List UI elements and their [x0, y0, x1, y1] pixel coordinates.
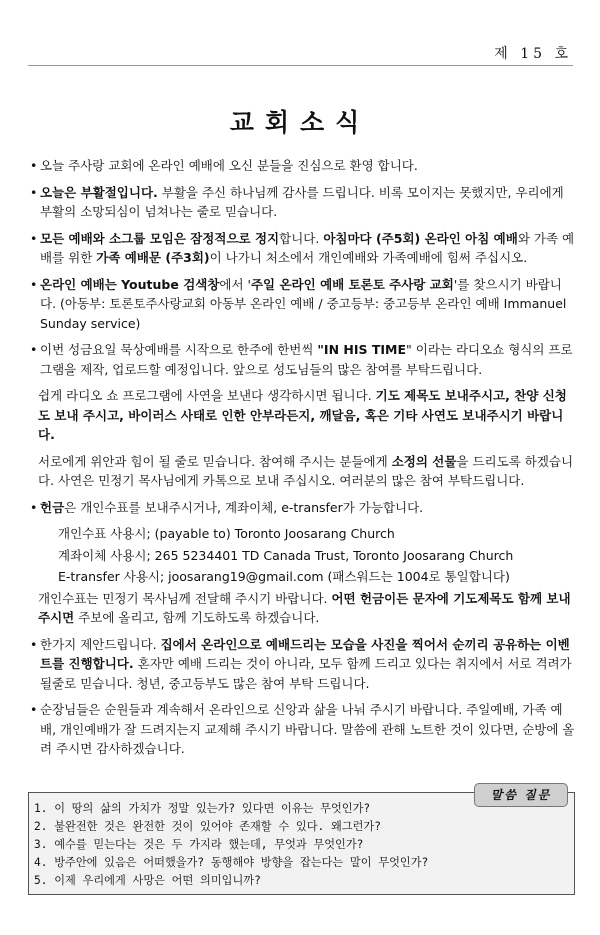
bullet-marker: •	[30, 342, 38, 357]
body-text: " 이라는 라디오쇼 형식의 프로그램을 제작, 업로드할 예정입니다. 앞으로 성도님들의 많은 참여를 부탁드립니다.	[40, 342, 573, 377]
sermon-questions-tag: 말씀 질문	[474, 783, 568, 807]
body-text: 주보에 올리고, 함께 기도하도록 하겠습니다.	[74, 610, 320, 625]
announcement-9	[30, 524, 575, 544]
news-content	[30, 156, 575, 766]
announcement-2	[30, 183, 575, 222]
question-item: 3. 예수를 믿는다는 것은 두 가지라 했는데, 무엇과 무엇인가?	[34, 838, 364, 851]
announcement-13	[30, 635, 575, 694]
emphasis-text: 아침마다 (주5회) 온라인 아침 예배	[323, 230, 518, 246]
announcement-1	[30, 156, 575, 176]
sermon-questions-box	[28, 788, 575, 895]
announcement-4	[30, 275, 575, 334]
emphasis-text: 모든 예배와 소그룹 모임은 잠정적으로 정지	[40, 230, 280, 246]
body-text: '를 찾으시기 바랍니다. (아동부: 토론토주사랑교회 아동부 온라인 예배 / 중고등부: 중고등부 온라인 예배 Immanuel Sunday service)	[40, 276, 567, 331]
body-text: 순장님들은 순원들과 계속해서 온라인으로 신앙과 삶을 나눠 주시기 바랍니다. 주일예배, 가족 예배, 개인예배가 잘 드려지는지 교제해 주시기 바랍니다. 말씀에 관해 노트한 것이 있다면, 순방에 올려 주시면 감사하겠습니다.	[40, 702, 575, 756]
emphasis-text: 온라인 예배는 Youtube 검색창	[40, 276, 220, 292]
body-text: 한가지 제안드립니다.	[40, 636, 161, 652]
body-text: 부활을 주신 하나님께 감사를 드립니다. 비록 모이지는 못했지만, 우리에게 부활의 소망되심이 넘쳐나는 줄로 믿습니다.	[40, 184, 564, 219]
issue-number: 제 15 호	[494, 46, 572, 62]
announcement-10	[30, 546, 575, 566]
question-list	[34, 800, 428, 890]
emphasis-text: 어떤 헌금이든 문자에 기도제목도 함께 보내주시면	[38, 590, 571, 625]
page-title: 교회소식	[229, 108, 371, 137]
body-text: 에서 '	[219, 276, 251, 292]
bullet-marker: •	[30, 276, 38, 292]
announcement-14	[30, 700, 575, 759]
body-text: 은 개인수표를 보내주시거나, 계좌이체, e-transfer가 가능합니다.	[64, 499, 424, 515]
question-item: 4. 방주안에 있음은 어떠했을가? 동행해야 방향을 잡는다는 말이 무엇인가?	[34, 856, 429, 869]
announcement-11	[30, 567, 575, 587]
announcement-12	[30, 589, 575, 628]
bullet-marker: •	[30, 158, 38, 173]
emphasis-text: 집에서 온라인으로 예배드리는 모습을 사진을 찍어서 순끼리 공유하는 이벤트를 진행합니다.	[40, 636, 570, 671]
body-text: 쉽게 라디오 쇼 프로그램에 사연을 보낸다 생각하시면 됩니다.	[38, 388, 376, 403]
bullet-marker: •	[30, 702, 38, 717]
question-item: 1. 이 땅의 삶의 가치가 정말 있는가? 있다면 이유는 무엇인가?	[34, 802, 371, 815]
announcement-5	[30, 340, 575, 379]
announcement-8	[30, 498, 575, 518]
emphasis-text: 기도 제목도 보내주시고, 찬양 신청도 보내 주시고, 바이러스 사태로 인한 안부라든지, 깨달음, 혹은 기타 사연도 보내주시기 바랍니다.	[38, 388, 567, 442]
bullet-marker: •	[30, 636, 38, 652]
bullet-marker: •	[30, 230, 38, 246]
emphasis-text: 주일 온라인 예배 토론토 주사랑 교회	[250, 276, 454, 292]
emphasis-text: "IN HIS TIME	[317, 342, 407, 357]
body-text: 개인수표는 민정기 목사님께 전달해 주시기 바랍니다.	[38, 590, 332, 606]
emphasis-text: 가족 예배문 (주3회)	[96, 250, 210, 265]
question-item: 2. 불완전한 것은 완전한 것이 있어야 존재할 수 있다. 왜그런가?	[34, 820, 381, 833]
body-text: E-transfer 사용시; joosarang19@gmail.com (패스워드는 1004로 통일합니다)	[58, 569, 510, 584]
emphasis-text: 오늘은 부활절입니다.	[40, 184, 158, 200]
emphasis-text: 헌금	[40, 499, 65, 515]
announcement-6	[30, 386, 575, 445]
bullet-marker: •	[30, 184, 38, 200]
body-text: 서로에게 위안과 힘이 될 줄로 믿습니다. 참여해 주시는 분들에게	[38, 453, 392, 469]
body-text: 와 가족 예배를 위한	[40, 230, 575, 265]
body-text: 계좌이체 사용시; 265 5234401 TD Canada Trust, Toronto Joosarang Church	[58, 547, 514, 563]
question-item: 5. 이제 우리에게 사망은 어떤 의미입니까?	[34, 874, 261, 887]
body-text: 개인수표 사용시; (payable to) Toronto Joosarang Church	[58, 526, 395, 541]
header-divider	[28, 65, 573, 66]
announcement-3	[30, 229, 575, 268]
announcement-7	[30, 452, 575, 491]
body-text: 합니다.	[279, 230, 324, 246]
body-text: 이 나가니 처소에서 개인예배와 가족예배에 힘써 주십시오.	[209, 250, 528, 265]
body-text: 을 드리도록 하겠습니다. 사연은 민정기 목사님에게 카톡으로 보내 주십시오. 여러분의 많은 참여 부탁드립니다.	[38, 453, 574, 488]
body-text: 이번 성금요일 묵상예배를 시작으로 한주에 한번씩	[40, 342, 318, 357]
body-text: 혼자만 예배 드리는 것이 아니라, 모두 함께 드리고 있다는 취지에서 서로 격려가 될줄로 믿습니다. 청년, 중고등부도 많은 참여 부탁 드립니다.	[40, 656, 572, 691]
bullet-marker: •	[30, 499, 38, 515]
body-text: 오늘 주사랑 교회에 온라인 예배에 오신 분들을 진심으로 환영 합니다.	[40, 158, 418, 173]
emphasis-text: 소정의 선물	[391, 453, 457, 469]
